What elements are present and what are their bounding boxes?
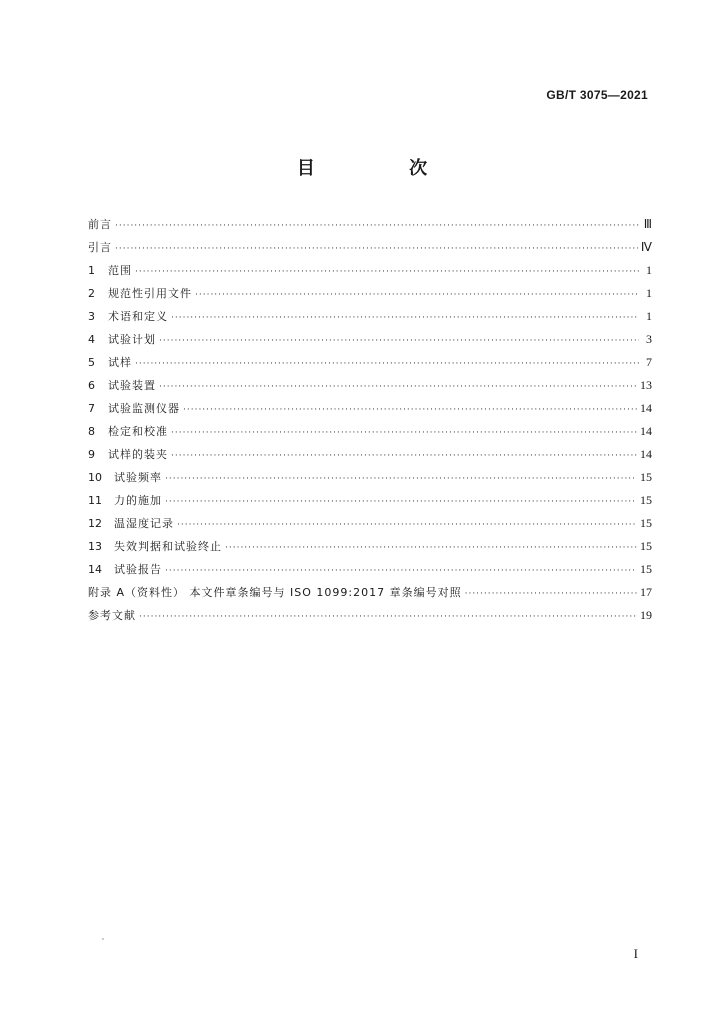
toc-entry-title: 检定和校准 (108, 425, 168, 438)
dot-leader (171, 307, 639, 330)
toc-entry-number: 7 (88, 402, 95, 415)
standard-number: GB/T 3075—2021 (546, 88, 648, 102)
toc-entry-title: 试验装置 (108, 379, 156, 392)
toc-entry-page: 1 (646, 286, 652, 300)
toc-entry-number: 5 (88, 356, 95, 369)
toc-entry-title: 范围 (108, 264, 132, 277)
dot-leader (465, 583, 637, 606)
toc-entry-number: 9 (88, 448, 95, 461)
toc-entry-page: 15 (640, 539, 652, 553)
toc-entry-13[interactable] (88, 535, 652, 558)
toc-entry-2[interactable] (88, 282, 652, 305)
dot-leader (139, 606, 637, 629)
toc-entry-number: 13 (88, 540, 102, 553)
toc-entry-11[interactable] (88, 489, 652, 512)
dot-leader (195, 284, 639, 307)
toc-entry-page: 1 (646, 263, 652, 277)
toc-entry-page: 13 (640, 378, 652, 392)
toc-entry-title: 引言 (88, 241, 112, 254)
toc-entry-page: 14 (640, 447, 652, 461)
dot-leader (225, 537, 637, 560)
toc-entry-number: 4 (88, 333, 95, 346)
toc-entry-number: 8 (88, 425, 95, 438)
dot-leader (165, 468, 637, 491)
toc-entry-10[interactable] (88, 466, 652, 489)
table-of-contents (88, 213, 652, 627)
toc-entry-14[interactable] (88, 558, 652, 581)
toc-entry-number: 3 (88, 310, 95, 323)
dot-leader (159, 330, 639, 353)
dot-leader (183, 399, 637, 422)
dot-leader (165, 491, 637, 514)
toc-entry-page: 19 (640, 608, 652, 622)
toc-entry-3[interactable] (88, 305, 652, 328)
toc-entry-title: 试验计划 (108, 333, 156, 346)
toc-heading: 目 次 (296, 158, 472, 179)
toc-entry-7[interactable] (88, 397, 652, 420)
toc-entry-8[interactable] (88, 420, 652, 443)
toc-entry-title: 试样的装夹 (108, 448, 168, 461)
toc-entry-annex-a[interactable] (88, 581, 652, 604)
toc-entry-page: 7 (646, 355, 652, 369)
toc-entry-4[interactable] (88, 328, 652, 351)
toc-entry-number: 12 (88, 517, 102, 530)
toc-entry-page: 15 (640, 470, 652, 484)
toc-entry-page: 1 (646, 309, 652, 323)
toc-entry-number: 6 (88, 379, 95, 392)
dot-leader (171, 445, 637, 468)
page-folio: I (633, 946, 638, 961)
toc-entry-title: 试验频率 (114, 471, 162, 484)
dot-leader (115, 238, 638, 261)
toc-entry-introduction[interactable] (88, 236, 652, 259)
scan-speck (102, 938, 104, 940)
dot-leader (159, 376, 637, 399)
dot-leader (135, 261, 639, 284)
toc-entry-number: 11 (88, 494, 102, 507)
toc-entry-page: Ⅳ (640, 240, 652, 254)
toc-entry-title: 参考文献 (88, 609, 136, 622)
toc-entry-12[interactable] (88, 512, 652, 535)
dot-leader (171, 422, 637, 445)
toc-entry-number: 1 (88, 264, 95, 277)
toc-entry-6[interactable] (88, 374, 652, 397)
toc-entry-title: 失效判据和试验终止 (114, 540, 222, 553)
toc-entry-title: 规范性引用文件 (108, 287, 192, 300)
toc-entry-title: 试样 (108, 356, 132, 369)
toc-entry-title: 试验报告 (114, 563, 162, 576)
toc-entry-page: Ⅲ (643, 217, 652, 231)
toc-entry-title: 术语和定义 (108, 310, 168, 323)
toc-entry-9[interactable] (88, 443, 652, 466)
dot-leader (115, 215, 639, 238)
toc-entry-page: 15 (640, 562, 652, 576)
toc-entry-title: 附录 A（资料性） 本文件章条编号与 ISO 1099:2017 章条编号对照 (88, 586, 462, 599)
toc-entry-page: 14 (640, 424, 652, 438)
toc-entry-title: 前言 (88, 218, 112, 231)
toc-entry-foreword[interactable] (88, 213, 652, 236)
toc-entry-page: 14 (640, 401, 652, 415)
toc-entry-page: 15 (640, 516, 652, 530)
toc-entry-page: 15 (640, 493, 652, 507)
toc-entry-number: 14 (88, 563, 102, 576)
toc-entry-title: 力的施加 (114, 494, 162, 507)
toc-entry-title: 试验监测仪器 (108, 402, 180, 415)
dot-leader (177, 514, 637, 537)
toc-entry-number: 10 (88, 471, 102, 484)
toc-entry-1[interactable] (88, 259, 652, 282)
toc-entry-number: 2 (88, 287, 95, 300)
dot-leader (165, 560, 637, 583)
toc-entry-page: 3 (646, 332, 652, 346)
toc-entry-title: 温湿度记录 (114, 517, 174, 530)
dot-leader (135, 353, 639, 376)
toc-entry-page: 17 (640, 585, 652, 599)
toc-entry-bibliography[interactable] (88, 604, 652, 627)
toc-entry-5[interactable] (88, 351, 652, 374)
